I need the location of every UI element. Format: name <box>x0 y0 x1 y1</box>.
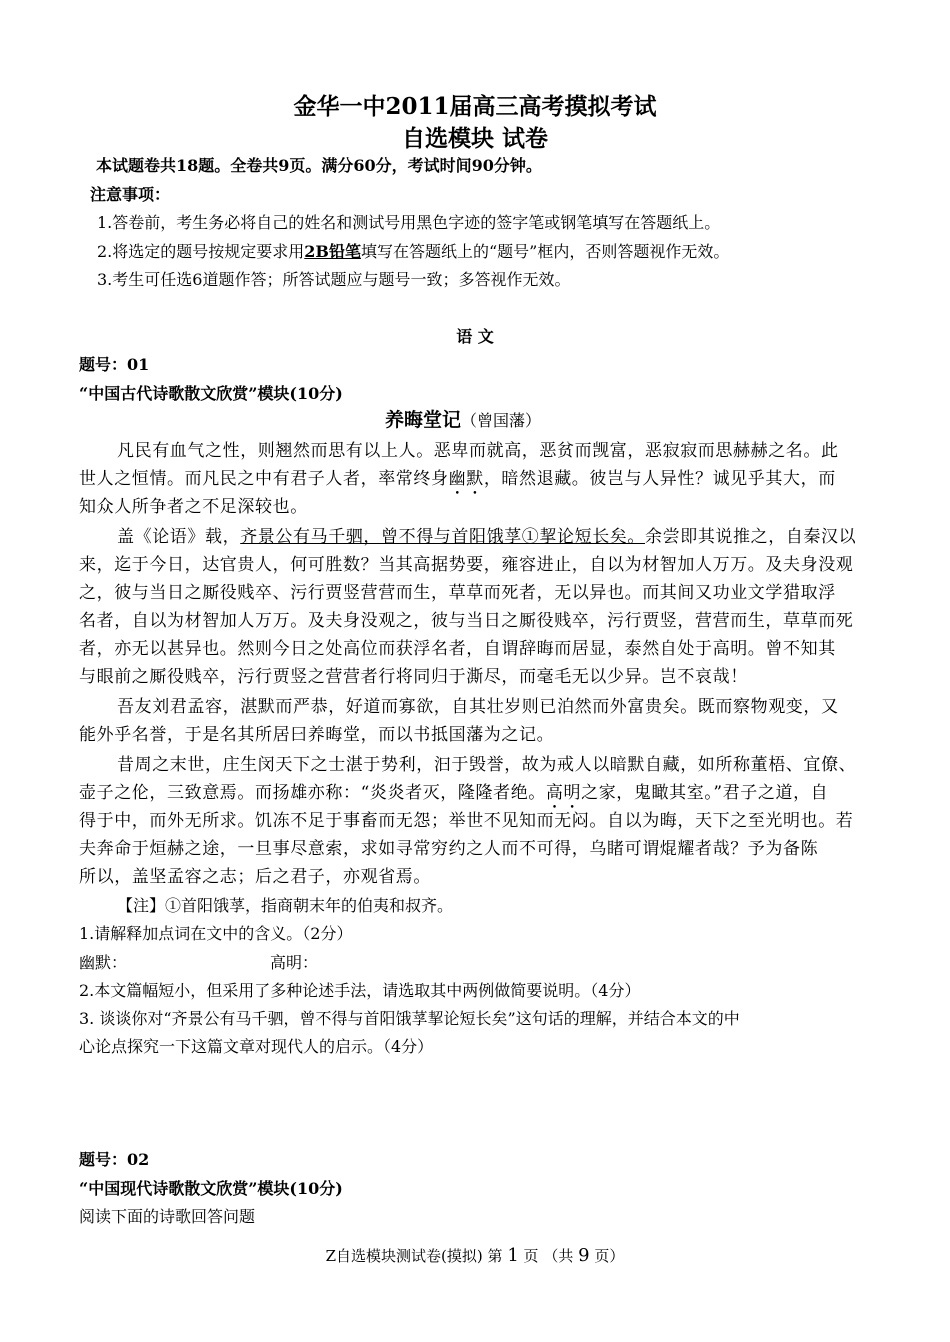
passage-line <box>117 522 856 547</box>
footer-text: Z自选模块测试卷(摸拟) 第 <box>325 1247 503 1265</box>
passage-line: 与眼前之厮役贱卒，污行贾竖之营营者行将同归于澌尽，而毫毛无以少异。岂不哀哉！ <box>79 667 748 687</box>
passage-line: 凡民有血气之性，则翘然而思有以上人。恶卑而就高，恶贫而觊富，恶寂寂而思赫赫之名。此 <box>117 441 839 461</box>
passage-line: 名者，自以为材智加人万万。及夫身没观之，彼与当日之厮役贱卒，污行贾竖，营营而生，草草而死 <box>79 611 854 631</box>
passage-text: 余尝即其说推之，自秦汉以 <box>645 527 857 547</box>
passage-text: 盖《论语》载， <box>117 527 241 547</box>
page-footer <box>0 1245 950 1266</box>
passage-author: （曾国藩） <box>461 411 542 430</box>
passage-title-line <box>385 405 541 432</box>
question-number-02: 题号：02 <box>79 1150 150 1169</box>
question-3-line-2: 心论点探究一下这篇文章对现代人的启示。（4分） <box>79 1037 434 1056</box>
passage-line: 昔周之末世，庄生闵天下之士湛于势利，汩于毁誉，故为戒人以暗默自藏，如所称董梧、宜僚、 <box>117 755 857 775</box>
module-title-02: “中国现代诗歌散文欣赏”模块(10分) <box>79 1179 343 1198</box>
passage-text: 壶子之伦，三致意焉。而扬雄亦称：“炎炎者灭，隆隆者绝。 <box>79 783 546 803</box>
passage-line: 能外乎名誉，于是名其所居曰养晦堂，而以书抵国藩为之记。 <box>79 725 555 745</box>
passage-line: 所以，盖坚孟容之志；后之君子，亦观省焉。 <box>79 867 431 887</box>
footnote: 【注】①首阳饿莩，指商朝末年的伯夷和叔齐。 <box>117 896 454 915</box>
notice-item-2 <box>97 239 729 262</box>
pencil-emphasis: 2B铅笔 <box>304 242 361 261</box>
question-3-line-1: 3. 谈谈你对“齐景公有马千驷，曾不得与首阳饿莩挈论短长矣”这句话的理解，并结合本文的中 <box>79 1009 740 1028</box>
passage-line: 者，亦无以甚异也。然则今日之处高位而获浮名者，自谓辞晦而居显，泰然自处于高明。曾不知其 <box>79 639 836 659</box>
passage-line: 知众人所争者之不足深较也。 <box>79 497 308 517</box>
dotted-word-youmo: 幽默 <box>448 469 484 489</box>
notice-heading: 注意事项： <box>90 185 171 204</box>
notice-item-2-text: 2.将选定的题号按规定要求用 <box>97 242 305 261</box>
passage-title: 养晦堂记 <box>385 409 462 431</box>
footer-text: 页） <box>594 1247 625 1265</box>
passage-text: ，暗然退藏。彼岂与人异性？诚见乎其大，而 <box>483 469 836 489</box>
question-2: 2.本文篇幅短小，但采用了多种论述手法，请选取其中两例做简要说明。（4分） <box>79 981 641 1000</box>
passage-line: 之，彼与当日之厮役贱卒、污行贾竖营营而生，草草而死者，无以异也。而其间又功业文学猎取浮 <box>79 583 836 603</box>
footer-text: 页 （共 <box>523 1247 574 1265</box>
dotted-word-gaoming: 高明 <box>545 783 582 803</box>
passage-line: 得于中，而外无所求。饥冻不足于事畜而无怨；举世不见知而无闷。自以为晦，天下之至光明也。若 <box>79 811 854 831</box>
exam-summary: 本试题卷共18题。全卷共9页。满分60分，考试时间90分钟。 <box>96 156 542 175</box>
exam-subtitle: 自选模块 试卷 <box>401 125 548 152</box>
question-1: 1.请解释加点词在文中的含义。（2分） <box>79 924 353 943</box>
module-title-01: “中国古代诗歌散文欣赏”模块(10分) <box>79 384 343 403</box>
passage-line: 来，迄于今日，达官贵人，何可胜数？当其高据势要，雍容进止，自以为材智加人万万。及夫身没观 <box>79 555 854 575</box>
footer-total-pages: 9 <box>578 1245 590 1266</box>
reading-instruction: 阅读下面的诗歌回答问题 <box>79 1207 256 1226</box>
subject-heading: 语 文 <box>456 327 494 346</box>
passage-line: 夫奔命于烜赫之途，一旦事尽意索，求如寻常穷约之人而不可得，乌睹可谓焜耀者哉？予为备陈 <box>79 839 819 859</box>
question-number-01: 题号：01 <box>79 355 150 374</box>
answer-label-gaoming: 高明： <box>270 953 319 972</box>
notice-item-2-text-end: 填写在答题纸上的“题号”框内，否则答题视作无效。 <box>360 242 730 261</box>
notice-item-1: 1.答卷前，考生务必将自己的姓名和测试号用黑色字迹的签字笔或钢笔填写在答题纸上。 <box>97 213 721 232</box>
footer-page-number: 1 <box>507 1245 519 1266</box>
underlined-sentence: 齐景公有马千驷，曾不得与首阳饿莩①挈论短长矣。 <box>240 527 646 547</box>
passage-line: 吾友刘君孟容，湛默而严恭，好道而寡欲，自其壮岁则已泊然而外富贵矣。既而察物观变，又 <box>117 697 839 717</box>
exam-title: 金华一中2011届高三高考摸拟考试 <box>293 93 657 120</box>
notice-item-3: 3.考生可任选6道题作答；所答试题应与题号一致；多答视作无效。 <box>97 270 571 289</box>
answer-label-youmo: 幽默： <box>79 953 128 972</box>
passage-text: 世人之恒情。而凡民之中有君子人者，率常终身 <box>79 469 449 489</box>
passage-text: 之家，鬼瞰其室。”君子之道，自 <box>581 783 829 803</box>
